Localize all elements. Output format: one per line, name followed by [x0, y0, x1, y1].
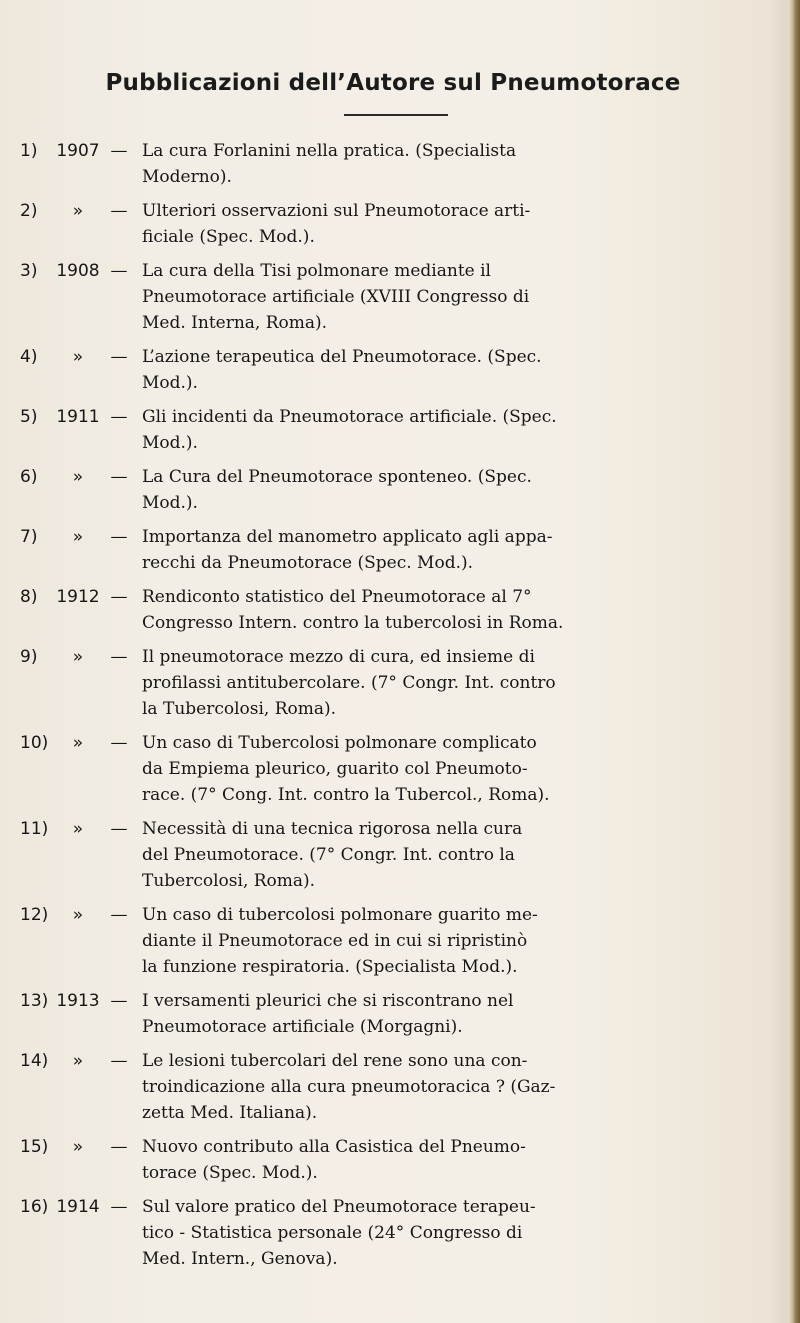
entry-number: 7) — [20, 527, 38, 547]
entry-number: 12) — [20, 905, 49, 925]
citation-line: Tubercolosi, Roma). — [142, 871, 316, 891]
entry-year: 1914 — [56, 1197, 100, 1217]
publication-entry — [0, 816, 786, 894]
entry-citation — [142, 404, 750, 456]
entry-citation — [142, 1134, 750, 1186]
citation-line: Ulteriori osservazioni sul Pneumotorace arti- — [142, 201, 531, 221]
entry-number: 10) — [20, 733, 49, 753]
citation-line: Sul valore pratico del Pneumotorace terapeu- — [142, 1197, 536, 1217]
entry-number: 15) — [20, 1137, 49, 1157]
entry-citation — [142, 902, 750, 980]
entry-number: 8) — [20, 587, 38, 607]
citation-line: Med. Interna, Roma). — [142, 313, 328, 333]
citation-line: la Tubercolosi, Roma). — [142, 699, 337, 719]
publication-entry — [0, 138, 786, 190]
entry-dash: — — [110, 467, 128, 487]
entry-number: 1) — [20, 141, 38, 161]
entry-dash: — — [110, 1137, 128, 1157]
publication-entry — [0, 524, 786, 576]
citation-line: Mod.). — [142, 433, 198, 453]
page-edge — [788, 0, 800, 1323]
citation-line: Rendiconto statistico del Pneumotorace al 7° — [142, 587, 532, 607]
citation-line: tico - Statistica personale (24° Congresso di — [142, 1223, 523, 1243]
citation-line: del Pneumotorace. (7° Congr. Int. contro la — [142, 845, 515, 865]
citation-line: race. (7° Cong. Int. contro la Tubercol., Roma). — [142, 785, 550, 805]
citation-line: Pneumotorace artificiale (XVIII Congresso di — [142, 287, 530, 307]
citation-line: Un caso di tubercolosi polmonare guarito me- — [142, 905, 538, 925]
entry-citation — [142, 988, 750, 1040]
entry-dash: — — [110, 1051, 128, 1071]
entry-year: » — [72, 733, 84, 753]
publication-entry — [0, 730, 786, 808]
entry-year: 1913 — [56, 991, 100, 1011]
entry-citation — [142, 198, 750, 250]
citation-line: Mod.). — [142, 493, 198, 513]
entry-year: » — [72, 647, 84, 667]
entry-dash: — — [110, 587, 128, 607]
entry-year: » — [72, 201, 84, 221]
entry-citation — [142, 138, 750, 190]
entry-number: 5) — [20, 407, 38, 427]
entry-year: » — [72, 905, 84, 925]
entry-year: » — [72, 1137, 84, 1157]
citation-line: Gli incidenti da Pneumotorace artificiale. (Spec. — [142, 407, 557, 427]
citation-line: Il pneumotorace mezzo di cura, ed insieme di — [142, 647, 535, 667]
entry-dash: — — [110, 733, 128, 753]
entry-year: » — [72, 819, 84, 839]
entry-citation — [142, 584, 750, 636]
entry-dash: — — [110, 905, 128, 925]
entry-year: » — [72, 347, 84, 367]
page-title: Pubblicazioni dell’Autore sul Pneumotorace — [105, 70, 681, 96]
entry-citation — [142, 816, 750, 894]
citation-line: Congresso Intern. contro la tubercolosi in Roma. — [142, 613, 564, 633]
publication-entry — [0, 344, 786, 396]
entry-year: » — [72, 1051, 84, 1071]
entry-year: 1907 — [56, 141, 100, 161]
citation-line: la funzione respiratoria. (Specialista Mod.). — [142, 957, 518, 977]
citation-line: Importanza del manometro applicato agli appa- — [142, 527, 553, 547]
entry-number: 4) — [20, 347, 38, 367]
entry-number: 3) — [20, 261, 38, 281]
entry-citation — [142, 258, 750, 336]
entry-dash: — — [110, 347, 128, 367]
publication-entry — [0, 1194, 786, 1272]
citation-line: da Empiema pleurico, guarito col Pneumoto- — [142, 759, 528, 779]
citation-line: La Cura del Pneumotorace sponteneo. (Spec. — [142, 467, 532, 487]
entry-citation — [142, 1048, 750, 1126]
entry-dash: — — [110, 407, 128, 427]
entry-year: 1908 — [56, 261, 100, 281]
entry-citation — [142, 644, 750, 722]
publication-entry — [0, 258, 786, 336]
entry-year: 1912 — [56, 587, 100, 607]
entry-year: » — [72, 467, 84, 487]
publication-entry — [0, 902, 786, 980]
entry-dash: — — [110, 261, 128, 281]
entry-dash: — — [110, 991, 128, 1011]
title-underline — [344, 114, 448, 116]
citation-line: Moderno). — [142, 167, 232, 187]
entry-dash: — — [110, 527, 128, 547]
citation-line: torace (Spec. Mod.). — [142, 1163, 318, 1183]
entry-year: » — [72, 527, 84, 547]
citation-line: Med. Intern., Genova). — [142, 1249, 338, 1269]
entry-citation — [142, 730, 750, 808]
entry-dash: — — [110, 1197, 128, 1217]
entry-number: 16) — [20, 1197, 49, 1217]
publication-entry — [0, 988, 786, 1040]
citation-line: I versamenti pleurici che si riscontrano nel — [142, 991, 514, 1011]
citation-line: Mod.). — [142, 373, 198, 393]
entry-citation — [142, 464, 750, 516]
citation-line: Pneumotorace artificiale (Morgagni). — [142, 1017, 463, 1037]
entry-number: 9) — [20, 647, 38, 667]
citation-line: ficiale (Spec. Mod.). — [142, 227, 315, 247]
publication-entry — [0, 464, 786, 516]
citation-line: profilassi antitubercolare. (7° Congr. Int. contro — [142, 673, 556, 693]
entry-number: 6) — [20, 467, 38, 487]
publication-entry — [0, 404, 786, 456]
entry-dash: — — [110, 141, 128, 161]
entry-number: 13) — [20, 991, 49, 1011]
entry-citation — [142, 344, 750, 396]
publication-list — [0, 138, 786, 1280]
entry-number: 14) — [20, 1051, 49, 1071]
citation-line: diante il Pneumotorace ed in cui si ripristinò — [142, 931, 528, 951]
publication-entry — [0, 584, 786, 636]
entry-number: 2) — [20, 201, 38, 221]
citation-line: Necessità di una tecnica rigorosa nella cura — [142, 819, 523, 839]
entry-dash: — — [110, 647, 128, 667]
entry-dash: — — [110, 819, 128, 839]
publication-entry — [0, 198, 786, 250]
entry-citation — [142, 524, 750, 576]
citation-line: zetta Med. Italiana). — [142, 1103, 318, 1123]
citation-line: Un caso di Tubercolosi polmonare complicato — [142, 733, 537, 753]
entry-number: 11) — [20, 819, 49, 839]
publication-entry — [0, 644, 786, 722]
citation-line: L’azione terapeutica del Pneumotorace. (Spec. — [142, 347, 542, 367]
entry-year: 1911 — [56, 407, 100, 427]
citation-line: La cura Forlanini nella pratica. (Specialista — [142, 141, 517, 161]
publication-entry — [0, 1048, 786, 1126]
entry-dash: — — [110, 201, 128, 221]
citation-line: Le lesioni tubercolari del rene sono una con- — [142, 1051, 528, 1071]
publication-entry — [0, 1134, 786, 1186]
citation-line: troindicazione alla cura pneumotoracica ? (Gaz- — [142, 1077, 556, 1097]
citation-line: La cura della Tisi polmonare mediante il — [142, 261, 491, 281]
entry-citation — [142, 1194, 750, 1272]
citation-line: Nuovo contributo alla Casistica del Pneumo- — [142, 1137, 526, 1157]
citation-line: recchi da Pneumotorace (Spec. Mod.). — [142, 553, 474, 573]
